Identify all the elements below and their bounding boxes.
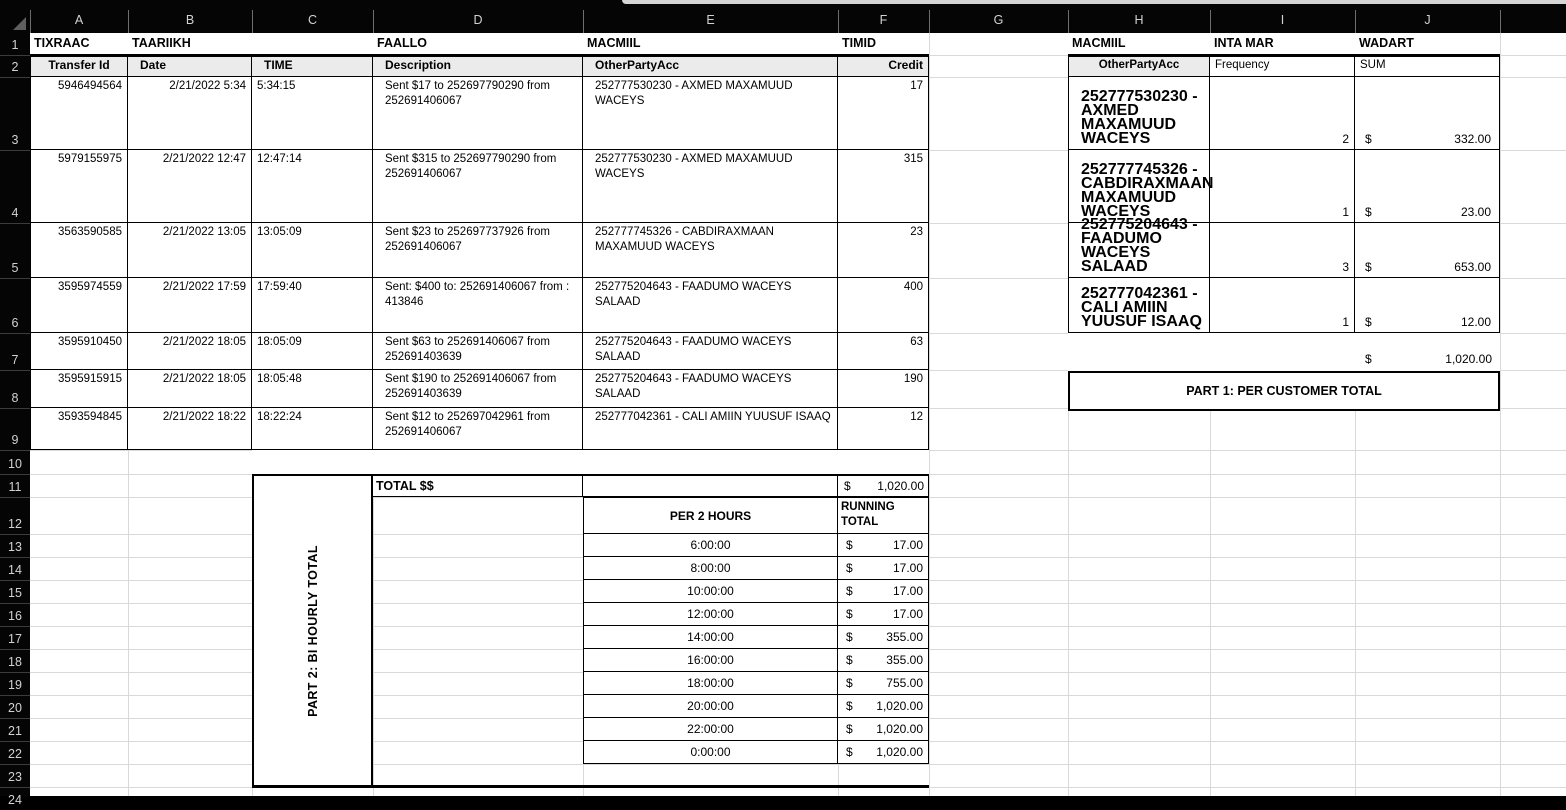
column-header[interactable]: F	[879, 13, 888, 27]
customer-cell[interactable]: 252777745326 - CABDIRAXMAAN MAXAMUUD WACEYS	[1069, 150, 1210, 223]
date-cell[interactable]: 2/21/2022 17:59	[128, 278, 252, 333]
row-header[interactable]: 14	[8, 563, 22, 577]
per-customer-table	[1068, 55, 1500, 333]
transfer-id-cell[interactable]: 3563590585	[31, 223, 128, 278]
cell-e1[interactable]: MACMIIL	[587, 36, 641, 50]
cell-a1[interactable]: TIXRAAC	[34, 36, 90, 50]
date-cell[interactable]: 2/21/2022 5:34	[128, 77, 252, 150]
other-party-header[interactable]: OtherPartyAcc	[583, 56, 838, 77]
customer-cell[interactable]: 252775204643 - FAADUMO WACEYS SALAAD	[1069, 223, 1210, 278]
credit-cell[interactable]: 23	[838, 223, 928, 278]
column-header[interactable]: G	[993, 13, 1004, 27]
part2-bottom-border	[252, 785, 929, 788]
currency-symbol: $	[1365, 260, 1372, 274]
sum-value: 23.00	[1460, 205, 1491, 219]
row-header[interactable]: 6	[11, 316, 19, 330]
other-party-cell[interactable]: 252775204643 - FAADUMO WACEYS SALAAD	[583, 370, 838, 408]
row-header[interactable]: 18	[8, 655, 22, 669]
transfer-id-cell[interactable]: 3595915915	[31, 370, 128, 408]
column-header[interactable]: H	[1134, 13, 1144, 27]
title-underline	[1068, 54, 1500, 57]
hour-cell[interactable]: 18:00:00	[584, 672, 838, 695]
per-customer-grand-total[interactable]	[1355, 333, 1500, 370]
cell-c1[interactable]	[252, 33, 373, 54]
currency-symbol: $	[846, 630, 853, 644]
column-header[interactable]: A	[74, 13, 84, 27]
row-header[interactable]: 4	[11, 206, 19, 220]
row-header[interactable]: 8	[11, 391, 19, 405]
time-cell[interactable]: 12:47:14	[252, 150, 373, 223]
frequency-cell[interactable]: 3	[1210, 223, 1355, 278]
currency-symbol: $	[1365, 315, 1372, 329]
part1-caption[interactable]	[1068, 371, 1500, 411]
row-header[interactable]: 7	[11, 353, 19, 367]
description-cell[interactable]: Sent $23 to 252697737926 from 252691406067	[373, 223, 583, 278]
date-cell[interactable]: 2/21/2022 13:05	[128, 223, 252, 278]
time-cell[interactable]: 5:34:15	[252, 77, 373, 150]
hour-cell[interactable]: 8:00:00	[584, 557, 838, 580]
row-header[interactable]: 22	[8, 747, 22, 761]
cell-j1[interactable]: WADART	[1359, 36, 1414, 50]
running-total-value: 17.00	[892, 607, 923, 621]
description-cell[interactable]: Sent $63 to 252691406067 from 252691403639	[373, 333, 583, 370]
column-header[interactable]: E	[706, 13, 715, 27]
running-total-value: 355.00	[886, 653, 923, 667]
time-cell[interactable]: 13:05:09	[252, 223, 373, 278]
hour-cell[interactable]: 12:00:00	[584, 603, 838, 626]
running-total-value: 17.00	[892, 561, 923, 575]
currency-symbol: $	[844, 479, 851, 493]
running-total-cell[interactable]	[838, 672, 928, 695]
running-total-cell[interactable]	[838, 557, 928, 580]
filled-empty-cells[interactable]	[252, 450, 929, 474]
per-customer-title-row	[1068, 33, 1500, 54]
currency-symbol: $	[846, 584, 853, 598]
row-header[interactable]: 11	[8, 480, 22, 494]
currency-symbol: $	[1365, 132, 1372, 146]
running-total-value: 1,020.00	[876, 722, 923, 736]
sum-value: 653.00	[1454, 260, 1491, 274]
select-all-corner-icon[interactable]	[13, 17, 26, 30]
other-party-cell[interactable]: 252777530230 - AXMED MAXAMUUD WACEYS	[583, 150, 838, 223]
row-header[interactable]: 24	[8, 793, 22, 807]
description-cell[interactable]: Sent $190 to 252691406067 from 252691403639	[373, 370, 583, 408]
total-value: 1,020.00	[877, 479, 924, 493]
frequency-header[interactable]: Frequency	[1210, 56, 1355, 77]
running-total-value: 17.00	[892, 538, 923, 552]
column-header[interactable]: I	[1280, 13, 1285, 27]
hour-cell[interactable]: 16:00:00	[584, 649, 838, 672]
transfer-id-cell[interactable]: 5946494564	[31, 77, 128, 150]
frequency-cell[interactable]: 1	[1210, 150, 1355, 223]
title-underline	[30, 54, 929, 57]
sum-cell[interactable]	[1355, 150, 1499, 223]
hour-cell[interactable]: 10:00:00	[584, 580, 838, 603]
row-header[interactable]: 5	[11, 261, 19, 275]
description-cell[interactable]: Sent $315 to 252697790290 from 252691406067	[373, 150, 583, 223]
row-header[interactable]: 9	[11, 433, 19, 447]
currency-symbol: $	[1365, 205, 1372, 219]
part1-caption-text: PART 1: PER CUSTOMER TOTAL	[1186, 384, 1382, 398]
other-party-acc-header[interactable]: OtherPartyAcc	[1069, 56, 1210, 77]
part2-side-label[interactable]	[252, 474, 373, 788]
row-header[interactable]: 16	[8, 609, 22, 623]
customer-cell[interactable]: 252777530230 - AXMED MAXAMUUD WACEYS	[1069, 77, 1210, 150]
cell-d1[interactable]: FAALLO	[377, 36, 427, 50]
sum-value: 12.00	[1460, 315, 1491, 329]
description-header[interactable]: Description	[373, 56, 583, 77]
row-header[interactable]: 12	[8, 517, 22, 531]
row-header[interactable]: 23	[8, 770, 22, 784]
time-cell[interactable]: 18:05:09	[252, 333, 373, 370]
transactions-title-row	[30, 33, 929, 54]
transfer-id-header[interactable]: Transfer Id	[31, 56, 128, 77]
date-cell[interactable]: 2/21/2022 18:05	[128, 333, 252, 370]
running-total-value: 355.00	[886, 630, 923, 644]
currency-symbol: $	[846, 745, 853, 759]
hour-cell[interactable]: 6:00:00	[584, 534, 838, 557]
description-cell[interactable]: Sent: $400 to: 252691406067 from : 413846	[373, 278, 583, 333]
description-cell[interactable]: Sent $12 to 252697042961 from 252691406067	[373, 408, 583, 449]
credit-header[interactable]: Credit	[838, 56, 928, 77]
running-total-value: 755.00	[886, 676, 923, 690]
running-total-cell[interactable]	[838, 649, 928, 672]
column-header[interactable]: B	[185, 13, 195, 27]
date-cell[interactable]: 2/21/2022 12:47	[128, 150, 252, 223]
cell-f1[interactable]: TIMID	[842, 36, 877, 50]
running-total-cell[interactable]	[838, 626, 928, 649]
time-cell[interactable]: 18:22:24	[252, 408, 373, 449]
transactions-table	[30, 55, 929, 450]
running-total-cell[interactable]	[838, 534, 928, 557]
credit-cell[interactable]: 400	[838, 278, 928, 333]
total-label-cell[interactable]: TOTAL $$	[373, 476, 583, 496]
date-header[interactable]: Date	[128, 56, 252, 77]
running-total-value: 17.00	[892, 584, 923, 598]
row-header[interactable]: 17	[8, 632, 22, 646]
currency-symbol: $	[846, 538, 853, 552]
credit-cell[interactable]: 190	[838, 370, 928, 408]
other-party-cell[interactable]: 252775204643 - FAADUMO WACEYS SALAAD	[583, 333, 838, 370]
sum-value: 332.00	[1454, 132, 1491, 146]
running-total-cell[interactable]	[838, 741, 928, 763]
column-header[interactable]: J	[1424, 13, 1431, 27]
customer-cell[interactable]: 252777042361 - CALI AMIIN YUUSUF ISAAQ	[1069, 278, 1210, 332]
total-row	[373, 474, 929, 497]
row-header[interactable]: 3	[11, 133, 19, 147]
currency-symbol: $	[1365, 352, 1372, 366]
hour-cell[interactable]: 20:00:00	[584, 695, 838, 718]
row-header[interactable]: 2	[11, 60, 19, 74]
other-party-cell[interactable]: 252777530230 - AXMED MAXAMUUD WACEYS	[583, 77, 838, 150]
row-header[interactable]: 10	[8, 457, 22, 471]
column-header[interactable]: D	[473, 13, 483, 27]
row-header[interactable]: 21	[8, 724, 22, 738]
per-2-hours-header[interactable]: PER 2 HOURS	[584, 498, 838, 534]
running-total-value: 1,020.00	[876, 699, 923, 713]
date-cell[interactable]: 2/21/2022 18:22	[128, 408, 252, 449]
running-total-cell[interactable]	[838, 718, 928, 741]
running-total-cell[interactable]	[838, 603, 928, 626]
hour-cell[interactable]: 22:00:00	[584, 718, 838, 741]
frequency-cell[interactable]: 2	[1210, 77, 1355, 150]
other-party-cell[interactable]: 252775204643 - FAADUMO WACEYS SALAAD	[583, 278, 838, 333]
time-cell[interactable]: 17:59:40	[252, 278, 373, 333]
sum-cell[interactable]	[1355, 223, 1499, 278]
time-cell[interactable]: 18:05:48	[252, 370, 373, 408]
sum-header[interactable]: SUM	[1355, 56, 1499, 77]
other-party-cell[interactable]: 252777745326 - CABDIRAXMAAN MAXAMUUD WACEYS	[583, 223, 838, 278]
currency-symbol: $	[846, 561, 853, 575]
currency-symbol: $	[846, 676, 853, 690]
empty-cell[interactable]	[583, 476, 838, 496]
credit-cell[interactable]: 63	[838, 333, 928, 370]
running-total-header[interactable]: RUNNING TOTAL	[838, 498, 928, 534]
credit-cell[interactable]: 12	[910, 411, 923, 423]
other-party-cell[interactable]: 252777042361 - CALI AMIIN YUUSUF ISAAQ	[583, 408, 838, 449]
hour-cell[interactable]: 0:00:00	[584, 741, 838, 763]
hour-cell[interactable]: 14:00:00	[584, 626, 838, 649]
description-cell[interactable]: Sent $17 to 252697790290 from 252691406067	[373, 77, 583, 150]
formula-bar-edge	[622, 0, 1566, 4]
sum-cell[interactable]	[1355, 77, 1499, 150]
row-header[interactable]: 13	[8, 540, 22, 554]
credit-cell[interactable]: 315	[838, 150, 928, 223]
transfer-id-cell[interactable]: 3593594845	[31, 408, 128, 449]
time-header[interactable]: TIME	[252, 56, 373, 77]
row-header[interactable]: 19	[8, 678, 22, 692]
running-total-cell[interactable]	[838, 580, 928, 603]
cell-b1[interactable]: TAARIIKH	[132, 36, 191, 50]
date-cell[interactable]: 2/21/2022 18:05	[128, 370, 252, 408]
currency-symbol: $	[846, 722, 853, 736]
cell-h1[interactable]: MACMIIL	[1072, 36, 1126, 50]
sum-cell[interactable]	[1355, 278, 1499, 332]
part2-side-label-text: PART 2: BI HOURLY TOTAL	[305, 545, 320, 717]
transfer-id-cell[interactable]: 3595910450	[31, 333, 128, 370]
running-total-value: 1,020.00	[876, 745, 923, 759]
transfer-id-cell[interactable]: 3595974559	[31, 278, 128, 333]
cell-i1[interactable]: INTA MAR	[1214, 36, 1274, 50]
currency-symbol: $	[846, 607, 853, 621]
running-total-cell[interactable]	[838, 695, 928, 718]
row-header[interactable]: 1	[11, 38, 19, 52]
currency-symbol: $	[846, 699, 853, 713]
column-header[interactable]: C	[307, 13, 318, 27]
transfer-id-cell[interactable]: 5979155975	[31, 150, 128, 223]
credit-cell[interactable]: 17	[838, 77, 928, 150]
bi-hourly-table	[583, 497, 929, 764]
frequency-cell[interactable]: 1	[1210, 278, 1355, 332]
grand-total-value: 1,020.00	[1445, 352, 1492, 366]
total-value-cell[interactable]	[838, 476, 928, 496]
row-header[interactable]: 15	[8, 586, 22, 600]
currency-symbol: $	[846, 653, 853, 667]
row-header[interactable]: 20	[8, 701, 22, 715]
